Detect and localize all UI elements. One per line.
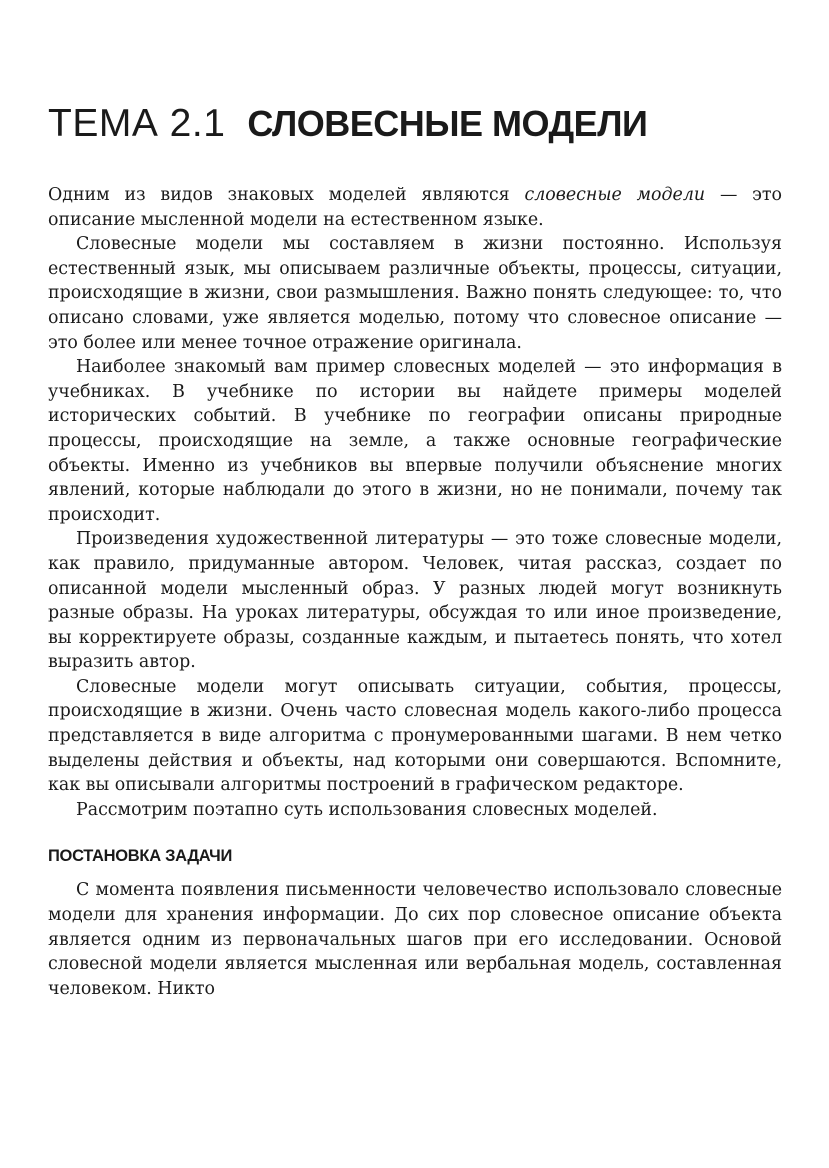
intro-paragraph [48, 183, 782, 232]
paragraph: Словесные модели мы составляем в жизни постоянно. Используя естественный язык, мы описываем различные объекты, процессы, ситуации, происходящие в жизни, свои размышления. Важно понять следующее: то, что описано словами, уже является моделью, потому что словесное описание — это более или менее точное отражение оригинала. [48, 234, 782, 353]
page [48, 104, 782, 1001]
topic-heading [48, 104, 782, 143]
paragraph: С момента появления письменности человечество использовало словесные модели для хранения информации. До сих пор словесное описание объекта является одним из первоначальных шагов при его исследовании. Основой словесной модели является мысленная или вербальная модель, составленная человеком. Никто [48, 880, 782, 999]
paragraph: Произведения художественной литературы — это тоже словесные модели, как правило, придуманные автором. Человек, читая рассказ, создает по описанной модели мысленный образ. У разных людей могут возникнуть разные образы. На уроках литературы, обсуждая то или иное произведение, вы корректируете образы, созданные каждым, и пытаетесь понять, что хотел выразить автор. [48, 529, 782, 673]
paragraph: Наиболее знакомый вам пример словесных моделей — это информация в учебниках. В учебнике по истории вы найдете примеры моделей исторических событий. В учебнике по географии описаны природные процессы, происходящие на земле, а также основные географические объекты. Именно из учебников вы впервые получили объяснение многих явлений, которые наблюдали до этого в жизни, но не понимали, почему так происходит. [48, 357, 782, 525]
section-heading: ПОСТАНОВКА ЗАДАЧИ [48, 847, 233, 866]
paragraph: Рассмотрим поэтапно суть использования словесных моделей. [76, 799, 658, 820]
intro-emphasis: словесные модели [524, 185, 706, 205]
body-text [48, 183, 782, 822]
topic-number: ТЕМА 2.1 [48, 102, 226, 145]
section-body [48, 878, 782, 1001]
paragraph: Словесные модели могут описывать ситуации, события, процессы, происходящие в жизни. Очень часто словесная модель какого-либо процесса представляется в виде алгоритма с пронумерованными шагами. В нем четко выделены действия и объекты, над которыми они совершаются. Вспомните, как вы описывали алгоритмы построений в графическом редакторе. [48, 676, 782, 796]
intro-text-start: Одним из видов знаковых моделей являются [48, 185, 525, 205]
topic-title: СЛОВЕСНЫЕ МОДЕЛИ [247, 103, 648, 144]
intro-text-end: — это описание мысленной модели на естественном языке. [48, 185, 782, 230]
